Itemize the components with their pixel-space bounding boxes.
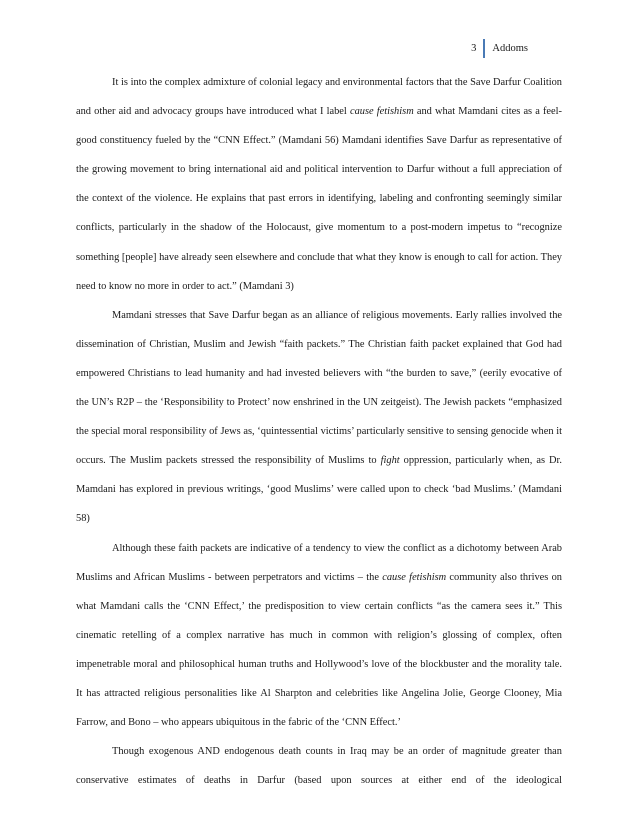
paragraph: Though exogenous AND endogenous death counts in Iraq may be an order of magnitude greater than conservative estimates of deaths in Darfur (based upon sources at either end of the ideological [76, 746, 562, 787]
paragraph: Although these faith packets are indicative of a tendency to view the conflict as a dichotomy between Arab Muslims and African Muslims - between perpetrators and victims – the cause fetishism community also thrives on what Mamdani calls the ‘CNN Effect,’ the predisposition to view certain conflicts “as the camera sees it.” This cinematic retelling of a complex narrative has much in common with religion’s glossing of complex, often impenetrable moral and philosophical human truths and Hollywood’s love of the blockbuster and the morality tale. It has attracted religious personalities like Al Sharpton and celebrities like Angelina Jolie, George Clooney, Mia Farrow, and Bono – who appears ubiquitous in the fabric of the ‘CNN Effect.’ [76, 542, 563, 729]
body-text [76, 68, 562, 795]
page-number: 3 [471, 43, 477, 54]
page-header [471, 39, 528, 58]
header-divider [483, 39, 485, 58]
author-name: Addoms [492, 43, 528, 54]
paragraph: It is into the complex admixture of colonial legacy and environmental factors that the Save Darfur Coalition and other aid and advocacy groups have introduced what I label cause fetishism and what Mamdani cites as a feel-good constituency fueled by the “CNN Effect.” (Mamdani 56) Mamdani identifies Save Darfur as representative of the growing movement to bring international aid and political intervention to Darfur without a full appreciation of the context of the violence. He explains that past errors in identifying, labeling and confronting seemingly similar conflicts, particularly in the shadow of the Holocaust, give momentum to a post-modern impetus to “recognize something [people] have already seen elsewhere and conclude that what they know is enough to call for action. They need to know no more in order to act.” (Mamdani 3) [76, 77, 563, 292]
paragraph: Mamdani stresses that Save Darfur began as an alliance of religious movements. Early rallies involved the dissemination of Christian, Muslim and Jewish “faith packets.” The Christian faith packet explained that God had empowered Christians to lead humanity and had invested believers with “the burden to save,” (eerily evocative of the UN’s R2P – the ‘Responsibility to Protect’ now enshrined in the UN zeitgeist). The Jewish packets “emphasized the special moral responsibility of Jews as, ‘quintessential victims’ particularly sensitive to sensing genocide when it occurs. The Muslim packets stressed the responsibility of Muslims to fight oppression, particularly when, as Dr. Mamdani has explored in previous writings, ‘good Muslims’ were called upon to check ‘bad Muslims.’ (Mamdani 58) [76, 309, 562, 525]
